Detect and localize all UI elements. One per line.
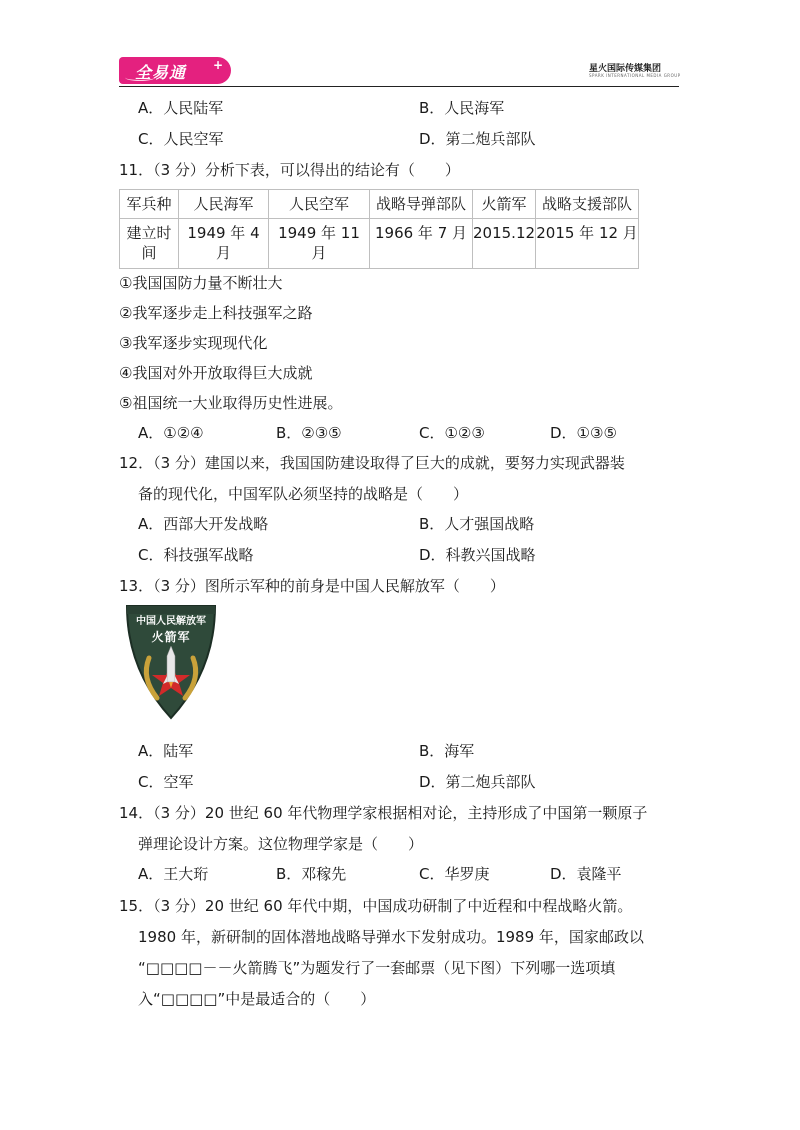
q12-option-a: A．西部大开发战略: [138, 515, 269, 533]
table-cell: 1966 年 7 月: [370, 219, 473, 269]
rocket-force-patch-image: [123, 600, 219, 722]
q11-statement-4: ④我国对外开放取得巨大成就: [119, 364, 313, 382]
patch-label-line2: 火箭军: [151, 630, 191, 644]
q10-option-d: D．第二炮兵部队: [419, 130, 536, 148]
q11-option-a: A．①②④: [138, 424, 204, 442]
header-divider: [119, 86, 679, 87]
q10-option-b: B．人民海军: [419, 99, 505, 117]
table-header-cell: 战略支援部队: [536, 190, 639, 219]
q14-option-b: B．邓稼先: [276, 865, 347, 883]
q11-statement-5: ⑤祖国统一大业取得历史性进展。: [119, 394, 343, 412]
logo-text: 全易通: [135, 63, 187, 82]
q12-option-b: B．人才强国战略: [419, 515, 535, 533]
table-header-cell: 人民空军: [269, 190, 370, 219]
q15-stem-line1: 15．（3 分）20 世纪 60 年代中期，中国成功研制了中近程和中程战略火箭。: [119, 897, 633, 915]
table-row-label: [120, 219, 179, 269]
brand-name: 星火国际传媒集团: [589, 64, 662, 74]
row-label-line1: 建立时: [126, 224, 172, 242]
q14-stem-line1: 14．（3 分）20 世纪 60 年代物理学家根据相对论，主持形成了中国第一颗原子: [119, 804, 648, 822]
table-header-cell: 火箭军: [473, 190, 536, 219]
q12-option-c: C．科技强军战略: [138, 546, 254, 564]
table-cell: 2015.12: [473, 219, 536, 269]
q11-statement-3: ③我军逐步实现现代化: [119, 334, 268, 352]
q11-table: [119, 189, 639, 269]
q13-option-c: C．空军: [138, 773, 194, 791]
table-header-row: [120, 190, 639, 219]
q12-stem-line1: 12．（3 分）建国以来，我国国防建设取得了巨大的成就，要努力实现武器装: [119, 454, 625, 472]
table-header-cell: 军兵种: [120, 190, 179, 219]
q15-stem-line4: 入“□□□□”中是最适合的（ ）: [138, 990, 376, 1008]
q14-option-d: D．袁隆平: [550, 865, 622, 883]
q13-option-b: B．海军: [419, 742, 475, 760]
q14-option-a: A．王大珩: [138, 865, 209, 883]
q11-statement-1: ①我国国防力量不断壮大: [119, 274, 283, 292]
q11-statement-2: ②我军逐步走上科技强军之路: [119, 304, 313, 322]
q13-option-a: A．陆军: [138, 742, 194, 760]
q15-stem-line2: 1980 年，新研制的固体潜地战略导弹水下发射成功。1989 年，国家邮政以: [138, 928, 644, 946]
table-header-cell: 人民海军: [179, 190, 269, 219]
logo-plus: +: [213, 58, 224, 72]
brand-logo: [119, 57, 231, 84]
logo-swoosh: [125, 74, 155, 81]
q15-stem-line3: “□□□□－－火箭腾飞”为题发行了一套邮票（见下图）下列哪一选项填: [138, 959, 616, 977]
table-cell: 2015 年 12 月: [536, 219, 639, 269]
q14-option-c: C．华罗庚: [419, 865, 490, 883]
table-header-cell: 战略导弹部队: [370, 190, 473, 219]
q10-option-a: A．人民陆军: [138, 99, 224, 117]
table-cell: 1949 年 4 月: [179, 219, 269, 269]
patch-label-line1: 中国人民解放军: [136, 616, 206, 627]
q14-stem-line2: 弹理论设计方案。这位物理学家是（ ）: [138, 835, 424, 853]
q11-option-b: B．②③⑤: [276, 424, 342, 442]
table-row: [120, 219, 639, 269]
q10-option-c: C．人民空军: [138, 130, 224, 148]
q13-stem: 13．（3 分）图所示军种的前身是中国人民解放军（ ）: [119, 577, 505, 595]
row-label-line2: 间: [141, 244, 157, 262]
q11-option-c: C．①②③: [419, 424, 485, 442]
q13-option-d: D．第二炮兵部队: [419, 773, 536, 791]
q12-option-d: D．科教兴国战略: [419, 546, 536, 564]
q12-stem-line2: 备的现代化，中国军队必须坚持的战略是（ ）: [138, 485, 469, 503]
q11-stem: 11．（3 分）分析下表，可以得出的结论有（ ）: [119, 161, 460, 179]
brand-subtitle: SPARK INTERNATIONAL MEDIA GROUP: [589, 73, 681, 78]
table-cell: 1949 年 11 月: [269, 219, 370, 269]
q11-option-d: D．①③⑤: [550, 424, 617, 442]
